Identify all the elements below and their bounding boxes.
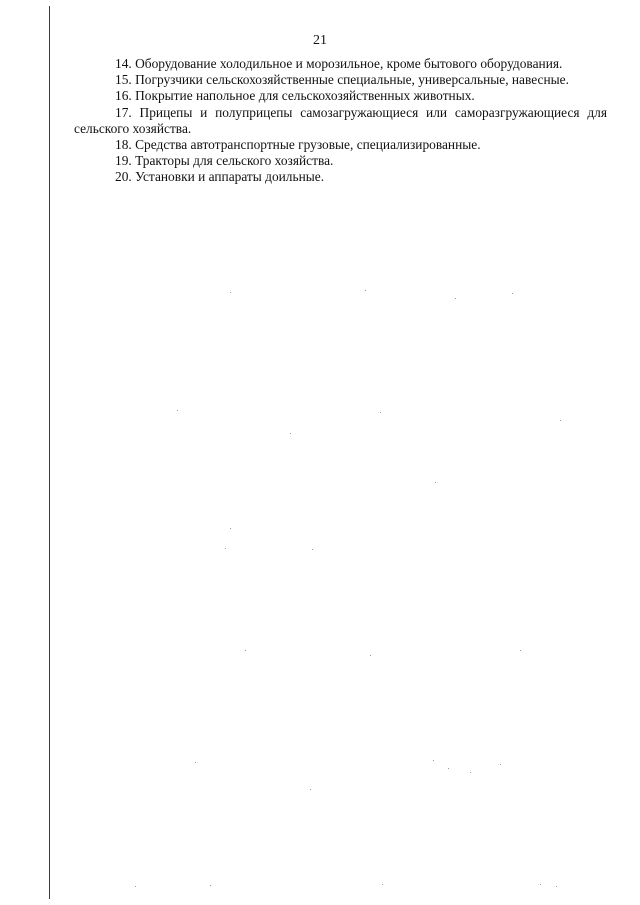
item-number: 17. [115, 104, 132, 120]
item-number: 14. [115, 56, 132, 71]
scan-speck [210, 885, 211, 886]
scan-speck [448, 768, 449, 769]
equipment-list [74, 56, 607, 186]
scan-speck [195, 762, 196, 763]
scan-speck [520, 650, 521, 651]
list-item [74, 72, 607, 88]
item-text: Прицепы и полуприцепы самозагружающиеся или саморазгружающиеся для сельского хозяйства. [74, 104, 607, 136]
item-text: Установки и аппараты доильные. [135, 169, 325, 185]
list-item [74, 169, 607, 185]
scan-speck [382, 884, 383, 885]
item-text: Средства автотранспортные грузовые, специализированные. [135, 137, 481, 153]
scan-speck [245, 650, 246, 651]
list-item [74, 56, 607, 72]
list-item [74, 137, 607, 153]
scan-speck [230, 292, 231, 293]
item-number: 19. [115, 153, 132, 169]
scan-speck [540, 884, 541, 885]
list-item [74, 105, 607, 137]
scan-speck [290, 433, 291, 434]
scan-speck [512, 293, 513, 294]
scan-speck [380, 412, 381, 413]
item-number: 18. [115, 137, 132, 153]
item-number: 20. [115, 169, 132, 185]
item-text: Оборудование холодильное и морозильное, кроме бытового оборудования. [135, 56, 563, 71]
scan-speck [433, 760, 434, 761]
item-text: Тракторы для сельского хозяйства. [135, 153, 334, 169]
item-text: Покрытие напольное для сельскохозяйственных животных. [135, 88, 475, 104]
scan-edge-line [49, 6, 50, 899]
item-number: 15. [115, 72, 132, 88]
scan-speck [310, 789, 311, 790]
scan-speck [230, 528, 231, 529]
scan-speck [312, 549, 313, 550]
scan-speck [500, 764, 501, 765]
scan-speck [560, 420, 561, 421]
page-number: 21 [313, 33, 327, 48]
scan-speck [370, 655, 371, 656]
scan-speck [455, 298, 456, 299]
list-item [74, 88, 607, 104]
scan-speck [435, 482, 436, 483]
scan-speck [135, 886, 136, 887]
scan-speck [177, 410, 178, 411]
item-text: Погрузчики сельскохозяйственные специальные, универсальные, навесные. [135, 72, 569, 88]
list-item [74, 153, 607, 169]
scan-speck [225, 548, 226, 549]
scan-speck [365, 290, 366, 291]
scan-speck [556, 886, 557, 887]
item-number: 16. [115, 88, 132, 104]
scan-speck [470, 772, 471, 773]
